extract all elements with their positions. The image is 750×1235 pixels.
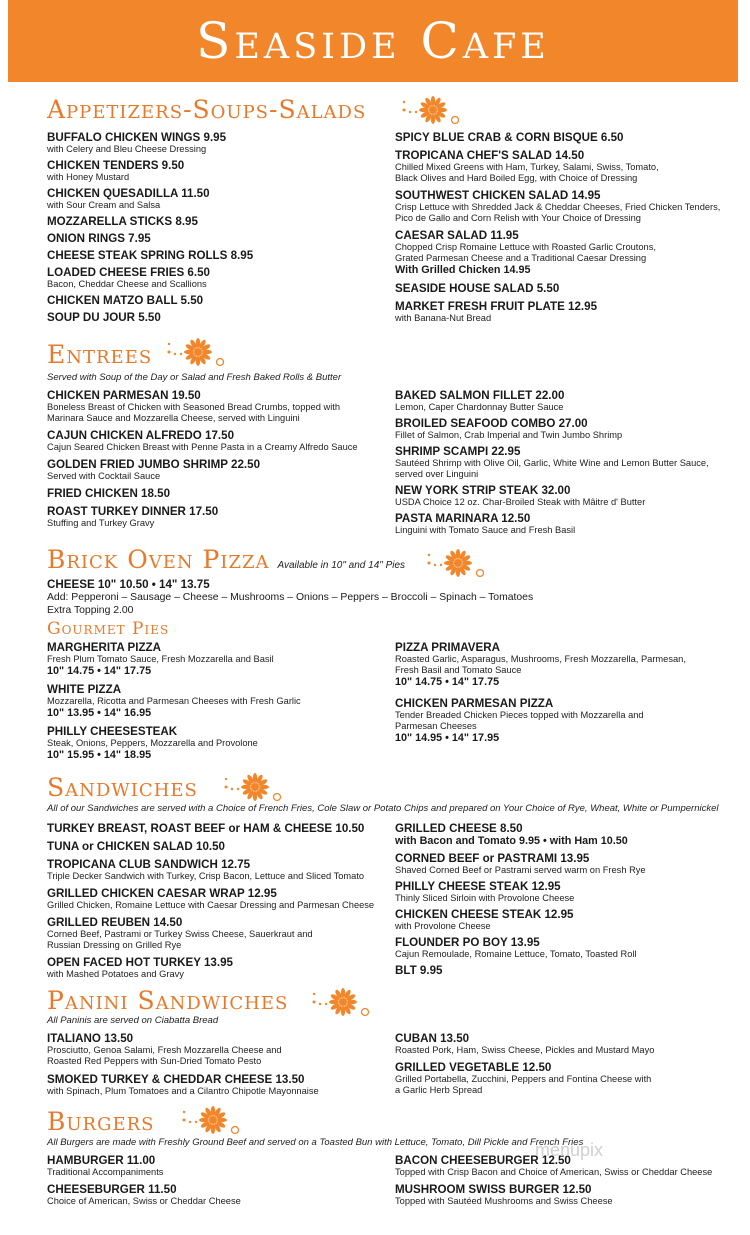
menu-item-name: CHEESEBURGER 11.50 [47,1183,177,1196]
sun-ornament-icon [165,332,225,377]
menu-item-price-option: 10" 14.75 • 14" 17.75 [395,676,500,688]
menu-item-description: Roasted Pork, Ham, Swiss Cheese, Pickles and Mustard Mayo [395,1045,655,1055]
menu-item-description: Thinly Sliced Sirloin with Provolone Cheese [395,893,575,903]
sandwiches-left-column [47,822,374,985]
menu-item-name: MARGHERITA PIZZA [47,641,161,654]
menu-item [395,1183,712,1207]
menu-item [395,880,646,904]
menu-item-description: Corned Beef, Pastrami or Turkey Swiss Cheese, Sauerkraut and [47,929,313,939]
entrees-right-column [395,389,709,540]
menu-item-description: Prosciutto, Genoa Salami, Fresh Mozzarella Cheese and [47,1045,282,1055]
pizza-available-note: Available in 10" and 14" Pies [277,560,406,571]
menu-item-description: with Mashed Potatoes and Gravy [47,969,184,979]
sun-ornament-icon [310,982,370,1027]
pizza-cheese-price: CHEESE 10" 10.50 • 14" 13.75 [47,578,210,591]
menu-item-description: USDA Choice 12 oz. Char-Broiled Steak with Mâitre d' Butter [395,497,646,507]
menu-item-name: CHICKEN MATZO BALL 5.50 [47,294,204,307]
panini-title: Panini Sandwiches [47,986,289,1015]
menu-item [395,908,646,932]
pizza-right-column [395,641,686,753]
menu-item [47,858,374,882]
sun-ornament-icon [400,90,460,135]
entrees-title: Entrees [47,340,153,369]
menu-item-description: Topped with Sautéed Mushrooms and Swiss Cheese [395,1196,613,1206]
menu-item-name: FRIED CHICKEN 18.50 [47,487,171,500]
menu-item-description: Black Olives and Hard Boiled Egg, with Choice of Dressing [395,173,638,183]
menu-item [47,249,253,262]
menu-item-description: Fresh Basil and Tomato Sauce [395,665,522,675]
menu-item-name: SOUP DU JOUR 5.50 [47,311,161,324]
menu-item [47,840,374,853]
menu-item-description: Parmesan Cheeses [395,721,477,731]
menu-item-name: MOZZARELLA STICKS 8.95 [47,215,198,228]
menu-item-description: with Provolone Cheese [395,921,491,931]
menu-item [395,697,686,745]
menu-item-description: Crisp Lettuce with Shredded Jack & Cheddar Cheeses, Fried Chicken Tenders, [395,202,721,212]
menu-item [47,822,374,835]
menu-item-name: BACON CHEESEBURGER 12.50 [395,1154,571,1167]
menu-item-name: GOLDEN FRIED JUMBO SHRIMP 22.50 [47,458,261,471]
menu-item [47,389,358,424]
menu-item-name: SHRIMP SCAMPI 22.95 [395,445,521,458]
menu-item-name: BLT 9.95 [395,964,443,977]
pizza-title-text: Brick Oven Pizza [47,545,270,574]
menu-item-description: Grilled Portabella, Zucchini, Peppers and Fontina Cheese with [395,1074,652,1084]
pizza-left-column [47,641,301,767]
menu-item [47,487,358,500]
sandwiches-title: Sandwiches [47,773,198,802]
menu-item-name: TUNA or CHICKEN SALAD 10.50 [47,840,226,853]
menu-item [395,1032,654,1056]
menu-item [47,215,253,228]
menu-item-name: SPICY BLUE CRAB & CORN BISQUE 6.50 [395,131,624,144]
menu-item [47,311,253,324]
menu-item-name: CHICKEN PARMESAN 19.50 [47,389,201,402]
menu-item-price-option: 10" 14.95 • 14" 17.95 [395,732,500,744]
menu-item [395,512,709,536]
menu-item [47,458,358,482]
menu-item-description: a Garlic Herb Spread [395,1085,483,1095]
menu-item [47,1183,241,1207]
menu-item-name: TURKEY BREAST, ROAST BEEF or HAM & CHEESE 10.50 [47,822,365,835]
menu-item [395,417,709,441]
menu-item-description: Fresh Plum Tomato Sauce, Fresh Mozzarella and Basil [47,654,274,664]
menu-item-description: Choice of American, Swiss or Cheddar Cheese [47,1196,241,1206]
menu-item-name: CHICKEN PARMESAN PIZZA [395,697,554,710]
menu-item [395,936,646,960]
menu-item-name: CUBAN 13.50 [395,1032,470,1045]
menu-item [395,300,720,324]
menu-item [47,887,374,911]
burgers-title: Burgers [47,1107,155,1136]
menu-item [47,1154,241,1178]
menu-item-name: NEW YORK STRIP STEAK 32.00 [395,484,571,497]
menu-item [47,641,301,678]
menu-item-description: Roasted Red Peppers with Sun-Dried Tomato Pesto [47,1056,262,1066]
menu-item-description: Boneless Breast of Chicken with Seasoned Bread Crumbs, topped with [47,402,341,412]
menu-item-name: PASTA MARINARA 12.50 [395,512,531,525]
panini-left-column [47,1032,319,1103]
menu-item [47,916,374,951]
menu-item-name: SOUTHWEST CHICKEN SALAD 14.95 [395,189,601,202]
menu-item-description: Cajun Remoulade, Romaine Lettuce, Tomato, Toasted Roll [395,949,637,959]
menu-item [47,956,374,980]
burgers-right-column [395,1154,712,1212]
sandwiches-right-column [395,822,646,981]
menu-item-price-option: with Bacon and Tomato 9.95 • with Ham 10.50 [395,835,628,847]
menu-item-description: Cajun Seared Chicken Breast with Penne Pasta in a Creamy Alfredo Sauce [47,442,358,452]
menu-item-name: PHILLY CHEESE STEAK 12.95 [395,880,561,893]
menu-item-name: CHICKEN QUESADILLA 11.50 [47,187,210,200]
menu-item-price-option: 10" 13.95 • 14" 16.95 [47,707,152,719]
menu-item-description: Mozzarella, Ricotta and Parmesan Cheeses with Fresh Garlic [47,696,301,706]
menu-item [47,505,358,529]
menu-item-description: with Honey Mustard [47,172,130,182]
menu-item-name: GRILLED VEGETABLE 12.50 [395,1061,552,1074]
menu-item-description: Lemon, Caper Chardonnay Butter Sauce [395,402,564,412]
menu-item-name: ONION RINGS 7.95 [47,232,151,245]
menu-item [47,187,253,211]
menu-item [395,189,720,224]
menu-item [395,282,720,295]
menu-item-name: PIZZA PRIMAVERA [395,641,500,654]
menu-item [47,232,253,245]
menu-item [47,429,358,453]
menu-item [47,1073,319,1097]
appetizers-left-column [47,131,253,328]
menu-item-description: Linguini with Tomato Sauce and Fresh Basil [395,525,576,535]
menu-item-description: Fillet of Salmon, Crab Imperial and Twin Jumbo Shrimp [395,430,623,440]
menu-item [395,149,720,184]
menu-item-name: TROPICANA CHEF'S SALAD 14.50 [395,149,585,162]
menu-item-name: PHILLY CHEESESTEAK [47,725,178,738]
menu-item-name: FLOUNDER PO BOY 13.95 [395,936,540,949]
menu-item [395,445,709,480]
menu-item-name: CAJUN CHICKEN ALFREDO 17.50 [47,429,235,442]
appetizers-title: Appetizers-Soups-Salads [47,95,367,124]
menu-item-name: WHITE PIZZA [47,683,122,696]
menu-item-description: Bacon, Cheddar Cheese and Scallions [47,279,207,289]
menu-item [395,229,720,277]
pizza-toppings: Add: Pepperoni – Sausage – Cheese – Mushrooms – Onions – Peppers – Broccoli – Spinach – Tomatoes [47,592,534,603]
menu-item-name: CAESAR SALAD 11.95 [395,229,519,242]
burgers-note: All Burgers are made with Freshly Ground Beef and served on a Toasted Bun with Lettuce, Tomato, Dill Pickle and French Fries [47,1137,584,1148]
panini-right-column [395,1032,654,1101]
watermark: menupix [535,1140,604,1160]
menu-item-name: BUFFALO CHICKEN WINGS 9.95 [47,131,227,144]
menu-item-description: with Celery and Bleu Cheese Dressing [47,144,207,154]
menu-item-description: Roasted Garlic, Asparagus, Mushrooms, Fresh Mozzarella, Parmesan, [395,654,686,664]
pizza-base [47,578,533,617]
menu-item-name: GRILLED CHEESE 8.50 [395,822,523,835]
menu-item [395,641,686,689]
gourmet-pies-title: Gourmet Pies [47,619,170,639]
menu-item-name: CORNED BEEF or PASTRAMI 13.95 [395,852,590,865]
menu-item [47,683,301,720]
menu-item-name: CHICKEN TENDERS 9.50 [47,159,185,172]
menu-item [47,1032,319,1067]
menu-item [395,131,720,144]
appetizers-right-column [395,131,720,329]
menu-item [395,389,709,413]
menu-item-description: Grated Parmesan Cheese and a Traditional Caesar Dressing [395,253,647,263]
menu-item-price-option: 10" 14.75 • 14" 17.75 [47,665,152,677]
menu-item-description: Pico de Gallo and Corn Relish with Your Choice of Dressing [395,213,641,223]
header-banner [8,0,738,82]
menu-item-name: ITALIANO 13.50 [47,1032,134,1045]
menu-item-name: GRILLED CHICKEN CAESAR WRAP 12.95 [47,887,277,900]
menu-item-description: Grilled Chicken, Romaine Lettuce with Caesar Dressing and Parmesan Cheese [47,900,375,910]
menu-item-description: with Banana-Nut Bread [395,313,492,323]
menu-item-description: Shaved Corned Beef or Pastrami served warm on Fresh Rye [395,865,646,875]
menu-item-description: Marinara Sauce and Mozzarella Cheese, served with Linguini [47,413,300,423]
menu-item-description: Topped with Crisp Bacon and Choice of American, Swiss or Cheddar Cheese [395,1167,713,1177]
menu-item-name: BAKED SALMON FILLET 22.00 [395,389,565,402]
menu-item [47,294,253,307]
menu-item [395,484,709,508]
menu-item-description: Russian Dressing on Grilled Rye [47,940,182,950]
menu-item [395,852,646,876]
entrees-left-column [47,389,358,534]
panini-note: All Paninis are served on Ciabatta Bread [47,1015,219,1026]
page-title: Seaside Cafe [196,12,550,70]
menu-item [395,822,646,848]
menu-item-name: GRILLED REUBEN 14.50 [47,916,183,929]
menu-item [47,725,301,762]
menu-item-description: Stuffing and Turkey Gravy [47,518,155,528]
menu-item-price-option: With Grilled Chicken 14.95 [395,264,531,276]
menu-item-name: CHEESE STEAK SPRING ROLLS 8.95 [47,249,254,262]
pizza-title [47,545,405,574]
menu-item-description: Triple Decker Sandwich with Turkey, Crisp Bacon, Lettuce and Sliced Tomato [47,871,365,881]
pizza-extra-topping: Extra Topping 2.00 [47,605,134,616]
menu-item [47,131,253,155]
menu-item-name: SEASIDE HOUSE SALAD 5.50 [395,282,560,295]
menu-item-name: ROAST TURKEY DINNER 17.50 [47,505,219,518]
menu-item [47,159,253,183]
menu-item-description: with Spinach, Plum Tomatoes and a Cilantro Chipotle Mayonnaise [47,1086,319,1096]
menu-item-name: MARKET FRESH FRUIT PLATE 12.95 [395,300,598,313]
menu-item-name: OPEN FACED HOT TURKEY 13.95 [47,956,233,969]
menu-item-description: Traditional Accompaniments [47,1167,164,1177]
menu-item [47,266,253,290]
sandwiches-note: All of our Sandwiches are served with a Choice of French Fries, Cole Slaw or Potato Chips and prepared on Your Choice of Rye, Wheat, White or Pumpernickel [47,803,719,814]
menu-item-name: SMOKED TURKEY & CHEDDAR CHEESE 13.50 [47,1073,305,1086]
menu-item-description: Sautéed Shrimp with Olive Oil, Garlic, White Wine and Lemon Butter Sauce, [395,458,709,468]
menu-item-name: LOADED CHEESE FRIES 6.50 [47,266,210,279]
menu-item-description: Served with Cocktail Sauce [47,471,161,481]
menu-item-description: Chopped Crisp Romaine Lettuce with Roasted Garlic Croutons, [395,242,656,252]
entrees-note: Served with Soup of the Day or Salad and Fresh Baked Rolls & Butter [47,372,342,383]
menu-item-description: served over Linguini [395,469,479,479]
menu-item-name: HAMBURGER 11.00 [47,1154,156,1167]
menu-item-description: Steak, Onions, Peppers, Mozzarella and Provolone [47,738,258,748]
menu-item-description: with Sour Cream and Salsa [47,200,161,210]
menu-item-description: Chilled Mixed Greens with Ham, Turkey, Salami, Swiss, Tomato, [395,162,659,172]
menu-item-name: TROPICANA CLUB SANDWICH 12.75 [47,858,251,871]
menu-item [395,1061,654,1096]
menu-item-description: Tender Breaded Chicken Pieces topped with Mozzarella and [395,710,644,720]
menu-item-name: BROILED SEAFOOD COMBO 27.00 [395,417,588,430]
menu-item-price-option: 10" 15.95 • 14" 18.95 [47,749,152,761]
burgers-left-column [47,1154,241,1212]
menu-item [395,964,646,977]
menu-item-name: MUSHROOM SWISS BURGER 12.50 [395,1183,592,1196]
menu-item-name: CHICKEN CHEESE STEAK 12.95 [395,908,574,921]
